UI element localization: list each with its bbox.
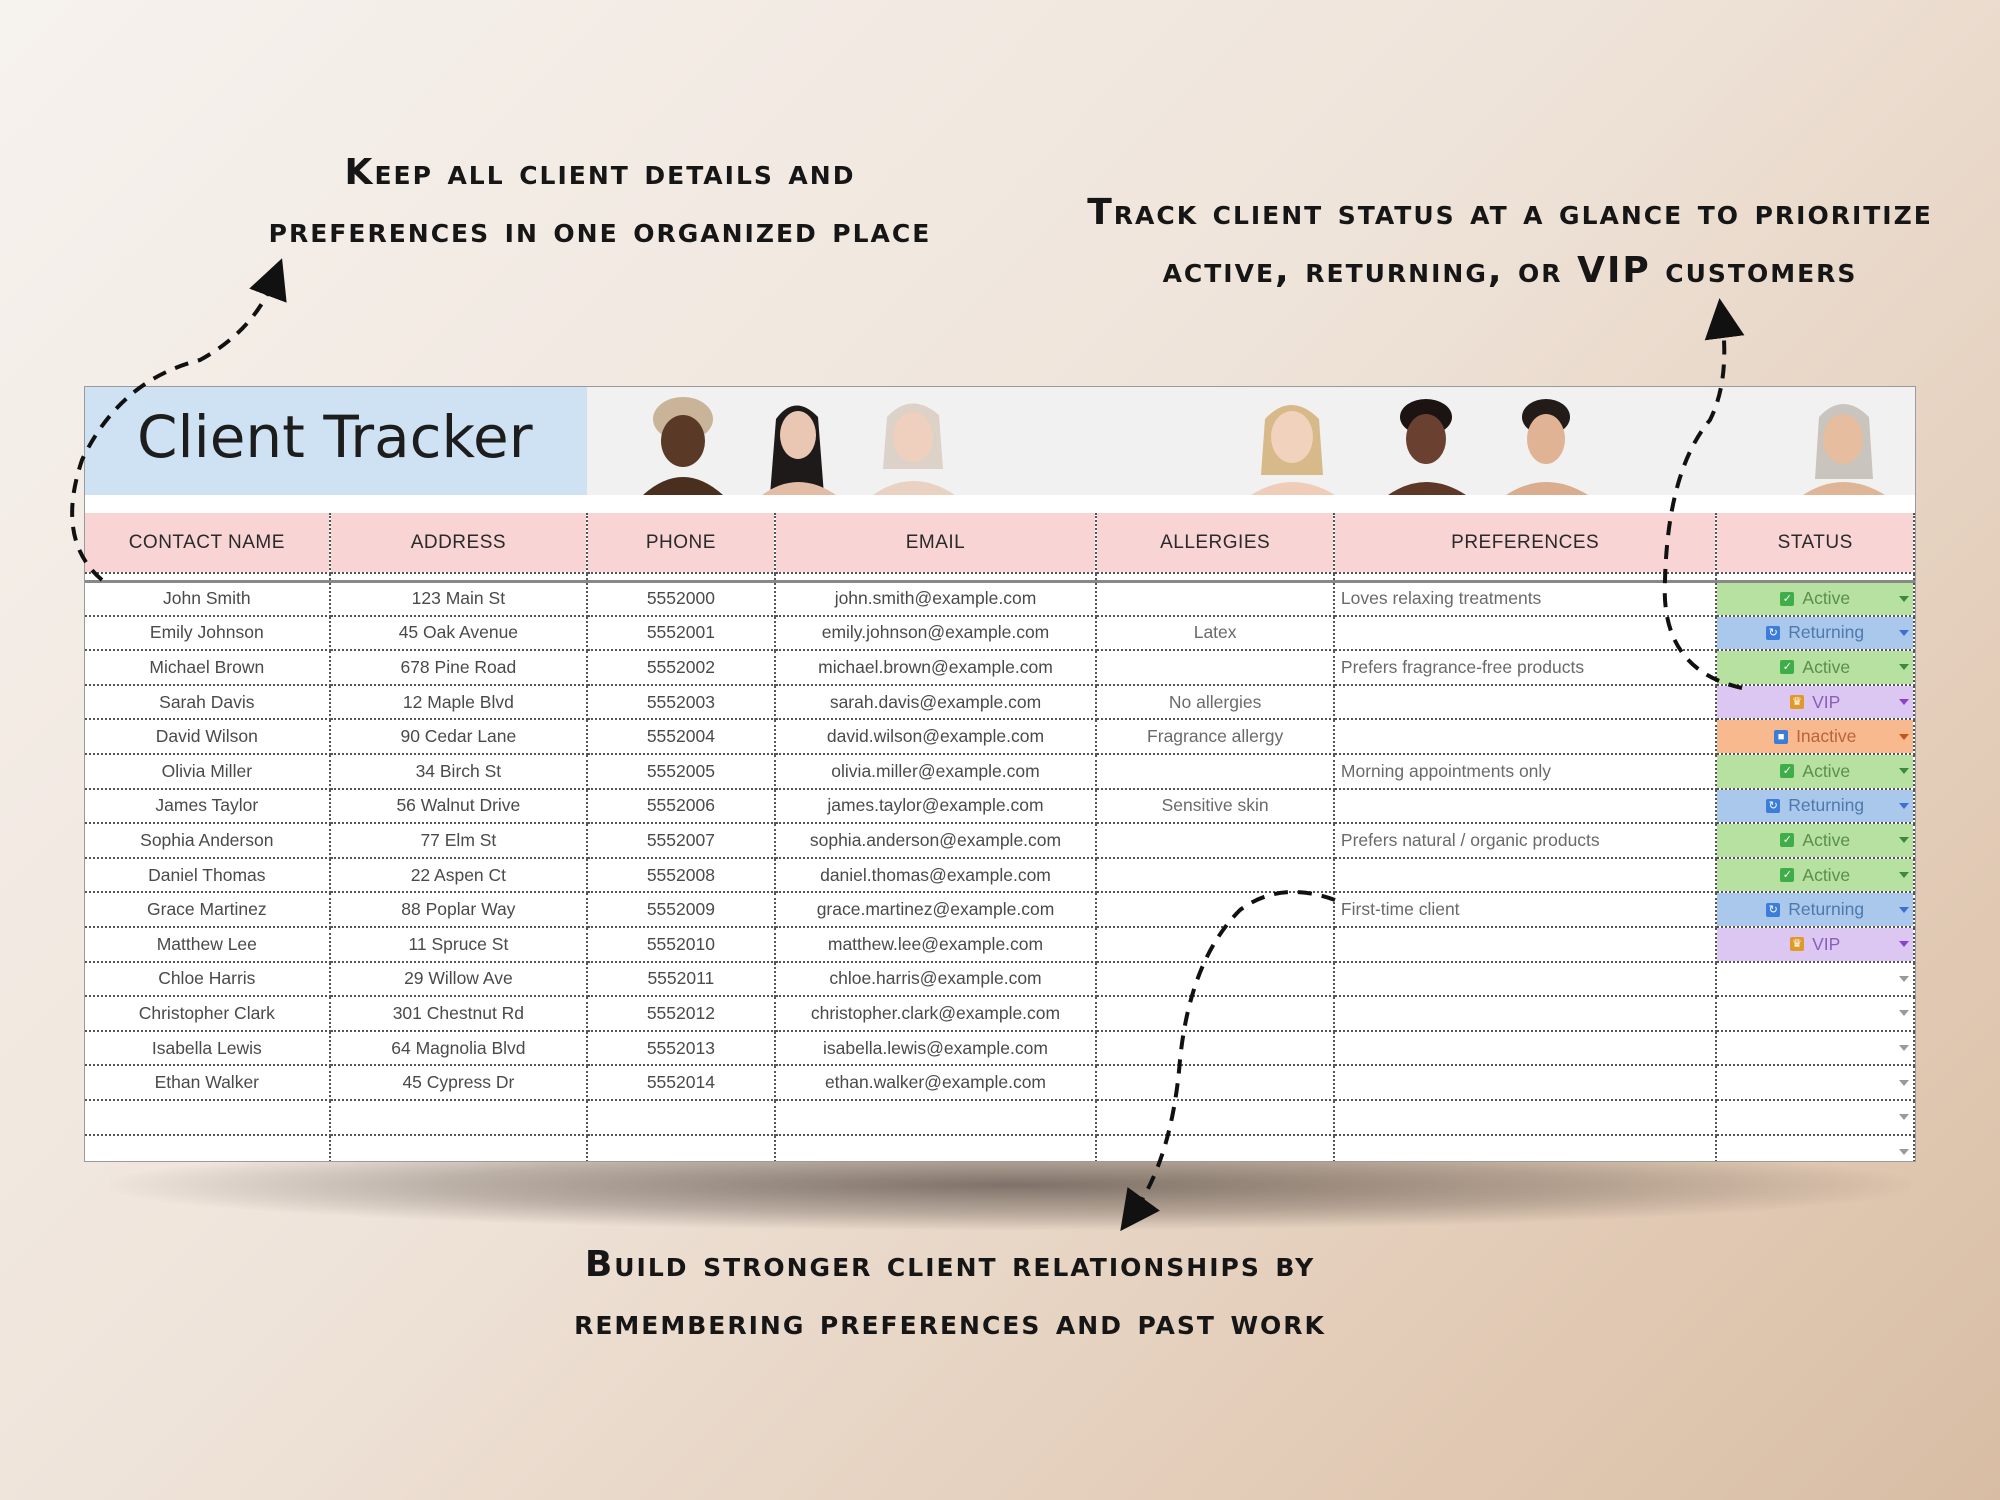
preferences-cell[interactable] xyxy=(1334,858,1717,893)
phone-cell[interactable]: 5552008 xyxy=(587,858,775,893)
status-label: Inactive xyxy=(1796,726,1857,747)
contact-name-cell[interactable]: Matthew Lee xyxy=(85,927,330,962)
caption-status xyxy=(1060,184,1960,300)
status-icon: ✓ xyxy=(1780,764,1794,778)
address-cell[interactable]: 88 Poplar Way xyxy=(330,892,588,927)
status-label: Active xyxy=(1802,588,1851,609)
chevron-down-icon[interactable] xyxy=(1899,630,1909,636)
allergies-cell[interactable] xyxy=(1096,650,1334,685)
header-banner xyxy=(85,387,1915,495)
allergies-cell[interactable]: Fragrance allergy xyxy=(1096,719,1334,754)
column-header[interactable]: PREFERENCES xyxy=(1334,513,1717,573)
status-badge xyxy=(1717,583,1913,615)
separator-cell xyxy=(330,573,588,581)
email-cell[interactable]: grace.martinez@example.com xyxy=(775,892,1097,927)
contact-name-cell[interactable]: Ethan Walker xyxy=(85,1065,330,1100)
email-cell[interactable]: christopher.clark@example.com xyxy=(775,996,1097,1031)
status-badge xyxy=(1717,651,1913,684)
chevron-down-icon[interactable] xyxy=(1899,596,1909,602)
spreadsheet xyxy=(84,386,1916,1162)
table-row xyxy=(85,581,1914,616)
status-dropdown[interactable] xyxy=(1716,650,1914,685)
email-cell[interactable]: sarah.davis@example.com xyxy=(775,685,1097,720)
table-row xyxy=(85,1100,1914,1135)
status-badge xyxy=(1717,997,1913,1030)
table-row xyxy=(85,858,1914,893)
email-cell[interactable]: chloe.harris@example.com xyxy=(775,962,1097,997)
status-icon: ✓ xyxy=(1780,868,1794,882)
status-badge xyxy=(1717,893,1913,926)
status-badge xyxy=(1717,686,1913,719)
phone-cell[interactable]: 5552006 xyxy=(587,789,775,824)
contact-name-cell[interactable]: Michael Brown xyxy=(85,650,330,685)
caption-line: Keep all client details and xyxy=(344,152,856,193)
address-cell[interactable]: 64 Magnolia Blvd xyxy=(330,1031,588,1066)
preferences-cell[interactable] xyxy=(1334,927,1717,962)
status-icon: ↻ xyxy=(1766,799,1780,813)
status-icon: ♛ xyxy=(1790,695,1804,709)
status-dropdown[interactable] xyxy=(1716,962,1914,997)
email-cell[interactable]: james.taylor@example.com xyxy=(775,789,1097,824)
phone-cell[interactable]: 5552013 xyxy=(587,1031,775,1066)
status-label: Returning xyxy=(1788,622,1865,643)
preferences-cell[interactable] xyxy=(1334,1031,1717,1066)
phone-cell[interactable]: 5552001 xyxy=(587,616,775,651)
separator-cell xyxy=(587,573,775,581)
preferences-cell[interactable]: Morning appointments only xyxy=(1334,754,1717,789)
separator-cell xyxy=(1716,573,1914,581)
title-box xyxy=(85,387,587,495)
status-dropdown[interactable] xyxy=(1716,996,1914,1031)
chevron-down-icon[interactable] xyxy=(1899,1114,1909,1120)
status-icon: ✓ xyxy=(1780,592,1794,606)
table-row xyxy=(85,962,1914,997)
chevron-down-icon[interactable] xyxy=(1899,699,1909,705)
email-cell[interactable]: daniel.thomas@example.com xyxy=(775,858,1097,893)
chevron-down-icon[interactable] xyxy=(1899,803,1909,809)
status-dropdown[interactable] xyxy=(1716,616,1914,651)
allergies-cell[interactable]: Latex xyxy=(1096,616,1334,651)
contact-name-cell[interactable]: James Taylor xyxy=(85,789,330,824)
header-row xyxy=(85,513,1914,573)
table-row xyxy=(85,1065,1914,1100)
allergies-cell[interactable] xyxy=(1096,892,1334,927)
chevron-down-icon[interactable] xyxy=(1899,837,1909,843)
status-dropdown[interactable] xyxy=(1716,858,1914,893)
portrait-image xyxy=(1490,389,1600,495)
preferences-cell[interactable] xyxy=(1334,616,1717,651)
phone-cell[interactable]: 5552004 xyxy=(587,719,775,754)
email-cell[interactable]: john.smith@example.com xyxy=(775,581,1097,616)
status-label: Returning xyxy=(1788,899,1865,920)
chevron-down-icon[interactable] xyxy=(1899,941,1909,947)
column-header[interactable]: EMAIL xyxy=(775,513,1097,573)
status-icon: ■ xyxy=(1774,730,1788,744)
status-badge xyxy=(1717,1032,1913,1065)
preferences-cell[interactable]: Prefers fragrance-free products xyxy=(1334,650,1717,685)
phone-cell[interactable]: 5552014 xyxy=(587,1065,775,1100)
table-row xyxy=(85,892,1914,927)
header-separator xyxy=(85,573,1914,581)
portrait-image xyxy=(855,389,965,495)
address-cell[interactable] xyxy=(330,1135,588,1163)
email-cell[interactable]: michael.brown@example.com xyxy=(775,650,1097,685)
email-cell[interactable] xyxy=(775,1135,1097,1163)
phone-cell[interactable]: 5552007 xyxy=(587,823,775,858)
contact-name-cell[interactable]: Grace Martinez xyxy=(85,892,330,927)
chevron-down-icon[interactable] xyxy=(1899,1080,1909,1086)
allergies-cell[interactable] xyxy=(1096,996,1334,1031)
contact-name-cell[interactable]: Emily Johnson xyxy=(85,616,330,651)
address-cell[interactable]: 123 Main St xyxy=(330,581,588,616)
phone-cell[interactable]: 5552000 xyxy=(587,581,775,616)
caption-organize xyxy=(200,144,1000,260)
allergies-cell[interactable]: Sensitive skin xyxy=(1096,789,1334,824)
phone-cell[interactable]: 5552002 xyxy=(587,650,775,685)
email-cell[interactable]: sophia.anderson@example.com xyxy=(775,823,1097,858)
address-cell[interactable]: 77 Elm St xyxy=(330,823,588,858)
chevron-down-icon[interactable] xyxy=(1899,734,1909,740)
status-dropdown[interactable] xyxy=(1716,1100,1914,1135)
address-cell[interactable]: 34 Birch St xyxy=(330,754,588,789)
chevron-down-icon[interactable] xyxy=(1899,768,1909,774)
status-dropdown[interactable] xyxy=(1716,927,1914,962)
allergies-cell[interactable]: No allergies xyxy=(1096,685,1334,720)
contact-name-cell[interactable]: Daniel Thomas xyxy=(85,858,330,893)
column-header[interactable]: ADDRESS xyxy=(330,513,588,573)
contact-name-cell[interactable]: David Wilson xyxy=(85,719,330,754)
status-dropdown[interactable] xyxy=(1716,789,1914,824)
separator-cell xyxy=(85,573,330,581)
client-table xyxy=(85,513,1915,1162)
caption-line: Build stronger client relationships by xyxy=(584,1244,1316,1285)
status-label: Active xyxy=(1802,656,1851,677)
status-dropdown[interactable] xyxy=(1716,754,1914,789)
address-cell[interactable]: 45 Cypress Dr xyxy=(330,1065,588,1100)
preferences-cell[interactable]: Prefers natural / organic products xyxy=(1334,823,1717,858)
preferences-cell[interactable]: First-time client xyxy=(1334,892,1717,927)
address-cell[interactable]: 12 Maple Blvd xyxy=(330,685,588,720)
separator-cell xyxy=(775,573,1097,581)
table-row xyxy=(85,1135,1914,1163)
separator-cell xyxy=(1096,573,1334,581)
preferences-cell[interactable] xyxy=(1334,996,1717,1031)
contact-name-cell[interactable] xyxy=(85,1135,330,1163)
status-label: VIP xyxy=(1812,691,1841,712)
table-row xyxy=(85,650,1914,685)
status-dropdown[interactable] xyxy=(1716,685,1914,720)
phone-cell[interactable] xyxy=(587,1135,775,1163)
table-body xyxy=(85,573,1914,1162)
email-cell[interactable]: emily.johnson@example.com xyxy=(775,616,1097,651)
status-label: VIP xyxy=(1812,933,1841,954)
table-row xyxy=(85,996,1914,1031)
preferences-cell[interactable] xyxy=(1334,685,1717,720)
email-cell[interactable] xyxy=(775,1100,1097,1135)
status-badge xyxy=(1717,1101,1913,1134)
caption-line: remembering preferences and past work xyxy=(574,1302,1326,1343)
portrait-image xyxy=(1235,389,1345,495)
chevron-down-icon[interactable] xyxy=(1899,1149,1909,1155)
status-badge xyxy=(1717,1136,1913,1163)
portrait-image xyxy=(740,389,850,495)
status-icon: ♛ xyxy=(1790,937,1804,951)
chevron-down-icon[interactable] xyxy=(1899,1010,1909,1016)
allergies-cell[interactable] xyxy=(1096,858,1334,893)
contact-name-cell[interactable]: Sarah Davis xyxy=(85,685,330,720)
email-cell[interactable]: isabella.lewis@example.com xyxy=(775,1031,1097,1066)
contact-name-cell[interactable]: Isabella Lewis xyxy=(85,1031,330,1066)
table-row xyxy=(85,616,1914,651)
contact-name-cell[interactable]: Chloe Harris xyxy=(85,962,330,997)
chevron-down-icon[interactable] xyxy=(1899,664,1909,670)
page-title[interactable]: Client Tracker xyxy=(137,403,533,471)
contact-name-cell[interactable] xyxy=(85,1100,330,1135)
email-cell[interactable]: matthew.lee@example.com xyxy=(775,927,1097,962)
table-row xyxy=(85,1031,1914,1066)
allergies-cell[interactable] xyxy=(1096,1135,1334,1163)
table-row xyxy=(85,927,1914,962)
table-row xyxy=(85,789,1914,824)
preferences-cell[interactable] xyxy=(1334,719,1717,754)
contact-name-cell[interactable]: John Smith xyxy=(85,581,330,616)
preferences-cell[interactable] xyxy=(1334,1135,1717,1163)
status-dropdown[interactable] xyxy=(1716,892,1914,927)
separator-cell xyxy=(1334,573,1717,581)
chevron-down-icon[interactable] xyxy=(1899,1045,1909,1051)
email-cell[interactable]: ethan.walker@example.com xyxy=(775,1065,1097,1100)
table-row xyxy=(85,754,1914,789)
preferences-cell[interactable] xyxy=(1334,789,1717,824)
preferences-cell[interactable] xyxy=(1334,1100,1717,1135)
status-badge xyxy=(1717,963,1913,996)
status-icon: ✓ xyxy=(1780,833,1794,847)
allergies-cell[interactable] xyxy=(1096,1100,1334,1135)
status-icon: ↻ xyxy=(1766,626,1780,640)
table-row xyxy=(85,823,1914,858)
allergies-cell[interactable] xyxy=(1096,754,1334,789)
address-cell[interactable]: 301 Chestnut Rd xyxy=(330,996,588,1031)
address-cell[interactable]: 22 Aspen Ct xyxy=(330,858,588,893)
status-badge xyxy=(1717,617,1913,650)
status-dropdown[interactable] xyxy=(1716,581,1914,616)
chevron-down-icon[interactable] xyxy=(1899,872,1909,878)
phone-cell[interactable]: 5552012 xyxy=(587,996,775,1031)
contact-name-cell[interactable]: Olivia Miller xyxy=(85,754,330,789)
status-label: Active xyxy=(1802,864,1851,885)
chevron-down-icon[interactable] xyxy=(1899,976,1909,982)
portrait-image xyxy=(1370,389,1480,495)
status-badge xyxy=(1717,1066,1913,1099)
status-dropdown[interactable] xyxy=(1716,823,1914,858)
phone-cell[interactable]: 5552003 xyxy=(587,685,775,720)
phone-cell[interactable]: 5552011 xyxy=(587,962,775,997)
contact-name-cell[interactable]: Sophia Anderson xyxy=(85,823,330,858)
allergies-cell[interactable] xyxy=(1096,1065,1334,1100)
status-dropdown[interactable] xyxy=(1716,1135,1914,1163)
status-label: Active xyxy=(1802,760,1851,781)
email-cell[interactable]: david.wilson@example.com xyxy=(775,719,1097,754)
phone-cell[interactable]: 5552009 xyxy=(587,892,775,927)
column-header[interactable]: PHONE xyxy=(587,513,775,573)
status-badge xyxy=(1717,928,1913,961)
column-header[interactable]: STATUS xyxy=(1716,513,1914,573)
column-header[interactable]: CONTACT NAME xyxy=(85,513,330,573)
status-dropdown[interactable] xyxy=(1716,719,1914,754)
address-cell[interactable]: 11 Spruce St xyxy=(330,927,588,962)
allergies-cell[interactable] xyxy=(1096,962,1334,997)
address-cell[interactable]: 45 Oak Avenue xyxy=(330,616,588,651)
status-badge xyxy=(1717,859,1913,892)
allergies-cell[interactable] xyxy=(1096,927,1334,962)
status-icon: ↻ xyxy=(1766,903,1780,917)
status-dropdown[interactable] xyxy=(1716,1065,1914,1100)
address-cell[interactable] xyxy=(330,1100,588,1135)
caption-line: Track client status at a glance to prioritize xyxy=(1087,192,1933,233)
portrait-image xyxy=(1785,389,1895,495)
table-row xyxy=(85,685,1914,720)
status-badge xyxy=(1717,755,1913,788)
status-label: Returning xyxy=(1788,795,1865,816)
contact-name-cell[interactable]: Christopher Clark xyxy=(85,996,330,1031)
address-cell[interactable]: 29 Willow Ave xyxy=(330,962,588,997)
chevron-down-icon[interactable] xyxy=(1899,907,1909,913)
column-header[interactable]: ALLERGIES xyxy=(1096,513,1334,573)
caption-line: active, returning, or VIP customers xyxy=(1162,250,1858,291)
allergies-cell[interactable] xyxy=(1096,823,1334,858)
status-icon: ✓ xyxy=(1780,660,1794,674)
banner-gap xyxy=(85,495,1915,513)
preferences-cell[interactable] xyxy=(1334,1065,1717,1100)
phone-cell[interactable] xyxy=(587,1100,775,1135)
table-row xyxy=(85,719,1914,754)
preferences-cell[interactable] xyxy=(1334,962,1717,997)
portrait-image xyxy=(625,389,735,495)
status-dropdown[interactable] xyxy=(1716,1031,1914,1066)
status-badge xyxy=(1717,824,1913,857)
caption-relationships xyxy=(450,1236,1450,1352)
status-label: Active xyxy=(1802,829,1851,850)
phone-cell[interactable]: 5552010 xyxy=(587,927,775,962)
allergies-cell[interactable] xyxy=(1096,581,1334,616)
status-badge xyxy=(1717,720,1913,753)
email-cell[interactable]: olivia.miller@example.com xyxy=(775,754,1097,789)
allergies-cell[interactable] xyxy=(1096,1031,1334,1066)
caption-line: preferences in one organized place xyxy=(268,210,932,251)
preferences-cell[interactable]: Loves relaxing treatments xyxy=(1334,581,1717,616)
address-cell[interactable]: 678 Pine Road xyxy=(330,650,588,685)
status-badge xyxy=(1717,790,1913,823)
phone-cell[interactable]: 5552005 xyxy=(587,754,775,789)
address-cell[interactable]: 90 Cedar Lane xyxy=(330,719,588,754)
address-cell[interactable]: 56 Walnut Drive xyxy=(330,789,588,824)
